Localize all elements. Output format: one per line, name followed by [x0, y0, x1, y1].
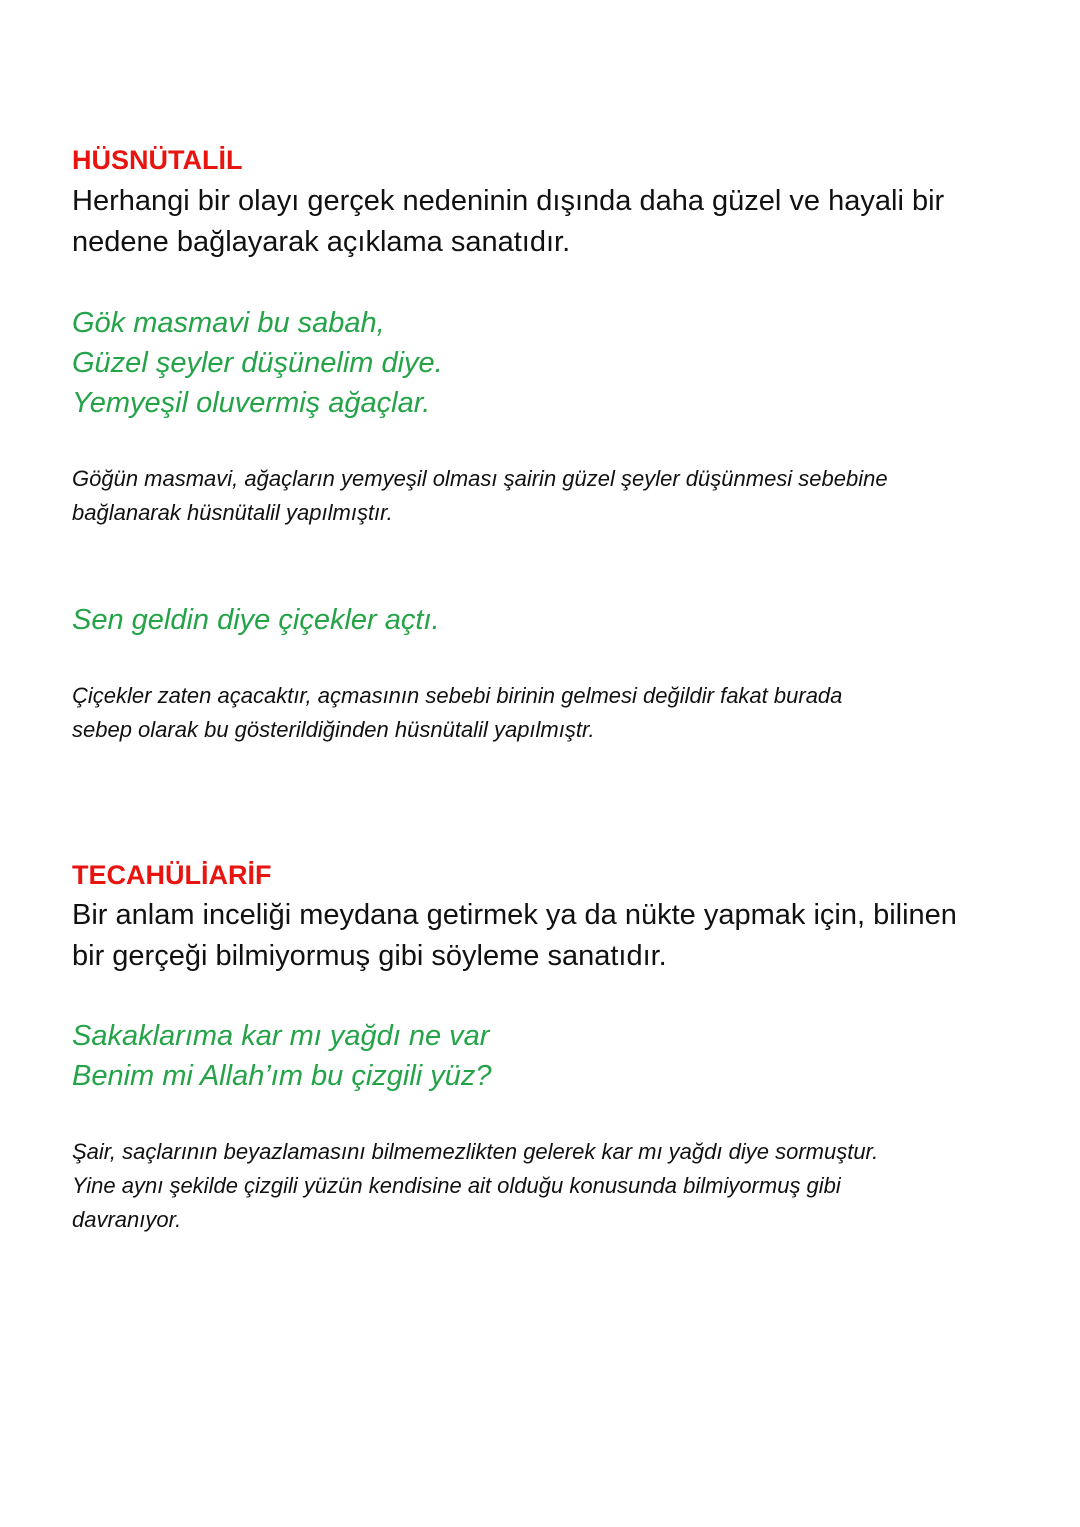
verse-line: Yemyeşil oluvermiş ağaçlar.	[72, 387, 431, 419]
definition-tecahuliarif	[72, 895, 957, 977]
example-verse	[72, 600, 440, 640]
example-explanation	[72, 462, 888, 530]
example-explanation	[72, 1135, 878, 1237]
definition-line: Bir anlam inceliği meydana getirmek ya da nükte yapmak için, bilinen	[72, 899, 957, 931]
explanation-line: sebep olarak bu gösterildiğinden hüsnütalil yapılmıştr.	[72, 717, 595, 742]
example-explanation	[72, 679, 842, 747]
verse-line: Sen geldin diye çiçekler açtı.	[72, 604, 440, 636]
verse-line: Güzel şeyler düşünelim diye.	[72, 347, 443, 379]
example-verse	[72, 303, 443, 423]
definition-husnutalil	[72, 181, 944, 263]
section-title-tecahuliarif: TECAHÜLİARİF	[72, 860, 272, 890]
example-verse	[72, 1016, 492, 1096]
explanation-line: Şair, saçlarının beyazlamasını bilmemezlikten gelerek kar mı yağdı diye sormuştur.	[72, 1139, 879, 1164]
explanation-line: Yine aynı şekilde çizgili yüzün kendisine ait olduğu konusunda bilmiyormuş gibi	[72, 1173, 841, 1198]
definition-line: nedene bağlayarak açıklama sanatıdır.	[72, 226, 571, 258]
explanation-line: Çiçekler zaten açacaktır, açmasının sebebi birinin gelmesi değildir fakat burada	[72, 683, 843, 708]
verse-line: Sakaklarıma kar mı yağdı ne var	[72, 1020, 490, 1052]
explanation-line: Göğün masmavi, ağaçların yemyeşil olması şairin güzel şeyler düşünmesi sebebine	[72, 466, 888, 491]
definition-line: Herhangi bir olayı gerçek nedeninin dışında daha güzel ve hayali bir	[72, 185, 945, 217]
explanation-line: bağlanarak hüsnütalil yapılmıştır.	[72, 500, 393, 525]
verse-line: Gök masmavi bu sabah,	[72, 307, 385, 339]
verse-line: Benim mi Allah’ım bu çizgili yüz?	[72, 1060, 492, 1092]
explanation-line: davranıyor.	[72, 1207, 182, 1232]
section-title-husnutalil: HÜSNÜTALİL	[72, 145, 243, 175]
definition-line: bir gerçeği bilmiyormuş gibi söyleme sanatıdır.	[72, 940, 667, 972]
